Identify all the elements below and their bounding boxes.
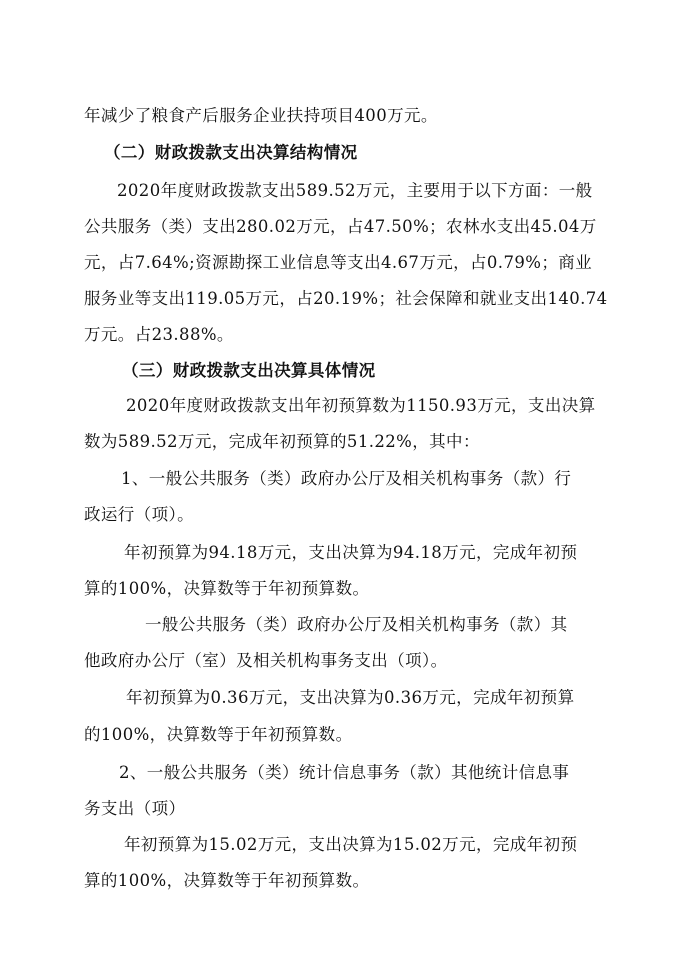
body-text-line: 服务业等支出119.05万元，占20.19%；社会保障和就业支出140.74 [84,289,608,308]
body-text-line: 年初预算为94.18万元，支出决算为94.18万元，完成年初预 [124,543,578,562]
item-heading-line: 务支出（项） [84,799,186,818]
item-heading-line: 政运行（项）。 [84,505,195,524]
body-text-line: 年初预算为0.36万元，支出决算为0.36万元，完成年初预算 [126,688,575,707]
body-text-line: 万元。占23.88%。 [84,325,234,344]
body-text-line: 2020年度财政拨款支出589.52万元，主要用于以下方面：一般 [117,181,593,200]
body-text-line: 公共服务（类）支出280.02万元，占47.50%；农林水支出45.04万 [84,217,597,236]
item-heading-line: 2、一般公共服务（类）统计信息事务（款）其他统计信息事 [119,763,570,782]
body-text-line: 算的100%，决算数等于年初预算数。 [84,871,370,890]
body-text-line: 的100%，决算数等于年初预算数。 [84,725,353,744]
item-heading-line: 1、一般公共服务（类）政府办公厅及相关机构事务（款）行 [121,469,572,488]
item-heading-line: 他政府办公厅（室）及相关机构事务支出（项）。 [84,651,448,670]
section-heading-3: （三）财政拨款支出决算具体情况 [122,361,376,380]
body-text-line: 算的100%，决算数等于年初预算数。 [84,579,370,598]
body-text-line: 数为589.52万元，完成年初预算的51.22%，其中： [84,432,480,451]
body-text-line: 年初预算为15.02万元，支出决算为15.02万元，完成年初预 [124,835,578,854]
body-text-line: 元，占7.64%;资源勘探工业信息等支出4.67万元，占0.79%；商业 [84,253,593,272]
body-text-line: 2020年度财政拨款支出年初预算数为1150.93万元，支出决算 [126,396,596,415]
item-heading-line: 一般公共服务（类）政府办公厅及相关机构事务（款）其 [145,615,568,634]
body-text-line: 年减少了粮食产后服务企业扶持项目400万元。 [84,106,438,125]
section-heading-2: （二）财政拨款支出决算结构情况 [104,143,358,162]
